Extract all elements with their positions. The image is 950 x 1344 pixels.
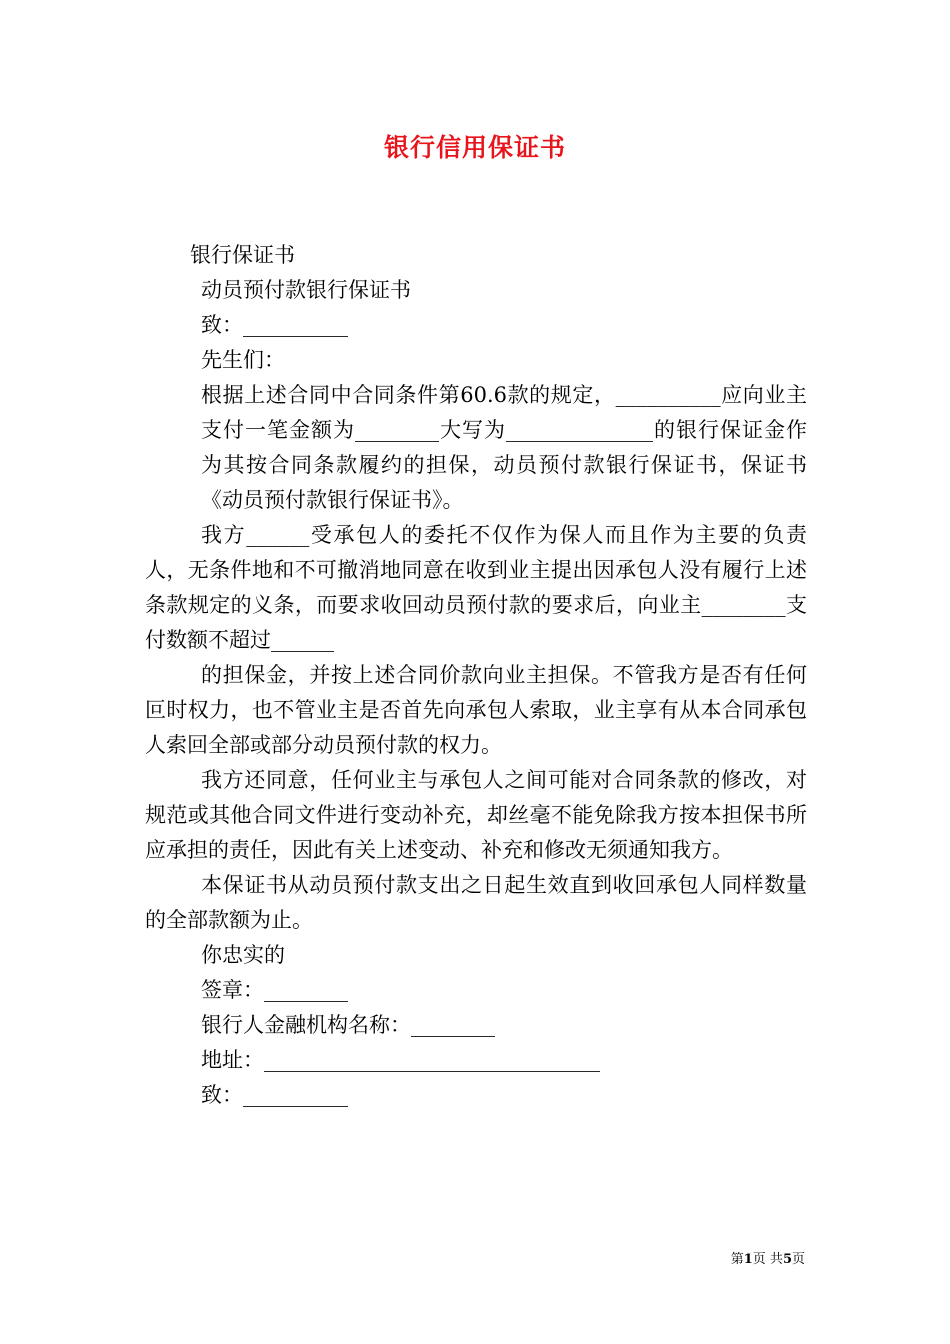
document-title: 银行信用保证书 bbox=[383, 133, 566, 162]
line-subtitle: 动员预付款银行保证书 bbox=[201, 278, 411, 302]
paragraph-4: 我方还同意，任何业主与承包人之间可能对合同条款的修改，对规范或其他合同文件进行变动补充，却丝毫不能免除我方按本担保书所应承担的责任，因此有关上述变动、补充和修改无须通知我方。 bbox=[145, 768, 807, 862]
line-bank-guarantee: 银行保证书 bbox=[190, 243, 295, 267]
line-to-2: 致：__________ bbox=[201, 1083, 348, 1107]
paragraph-5: 本保证书从动员预付款支出之日起生效直到收回承包人同样数量的全部款额为止。 bbox=[145, 873, 807, 932]
document-body bbox=[145, 238, 807, 1113]
line-to: 致：__________ bbox=[201, 313, 348, 337]
line-address: 地址：________________________________ bbox=[201, 1048, 600, 1072]
line-salutation: 先生们： bbox=[201, 348, 285, 372]
paragraph-2: 我方______受承包人的委托不仅作为保人而且作为主要的负责人，无条件地和不可撤消地同意在收到业主提出因承包人没有履行上述条款规定的义条，而要求收回动员预付款的要求后，向业主________支付数额不超过______ bbox=[145, 523, 807, 652]
paragraph-1: 根据上述合同中合同条件第60.6款的规定，__________应向业主支付一笔金额为________大写为______________的银行保证金作为其按合同条款履约的担保，动员预付款银行保证书，保证书《动员预付款银行保证书》。 bbox=[201, 383, 807, 512]
line-sincerely: 你忠实的 bbox=[201, 943, 285, 967]
page-number: 第1页 共5页 bbox=[730, 1252, 805, 1267]
paragraph-3: 的担保金，并按上述合同价款向业主担保。不管我方是否有任何叵时权力，也不管业主是否首先向承包人索取，业主享有从本合同承包人索回全部或部分动员预付款的权力。 bbox=[145, 663, 807, 757]
line-signature: 签章：________ bbox=[201, 978, 348, 1002]
line-bank-name: 银行人金融机构名称：________ bbox=[201, 1013, 495, 1037]
